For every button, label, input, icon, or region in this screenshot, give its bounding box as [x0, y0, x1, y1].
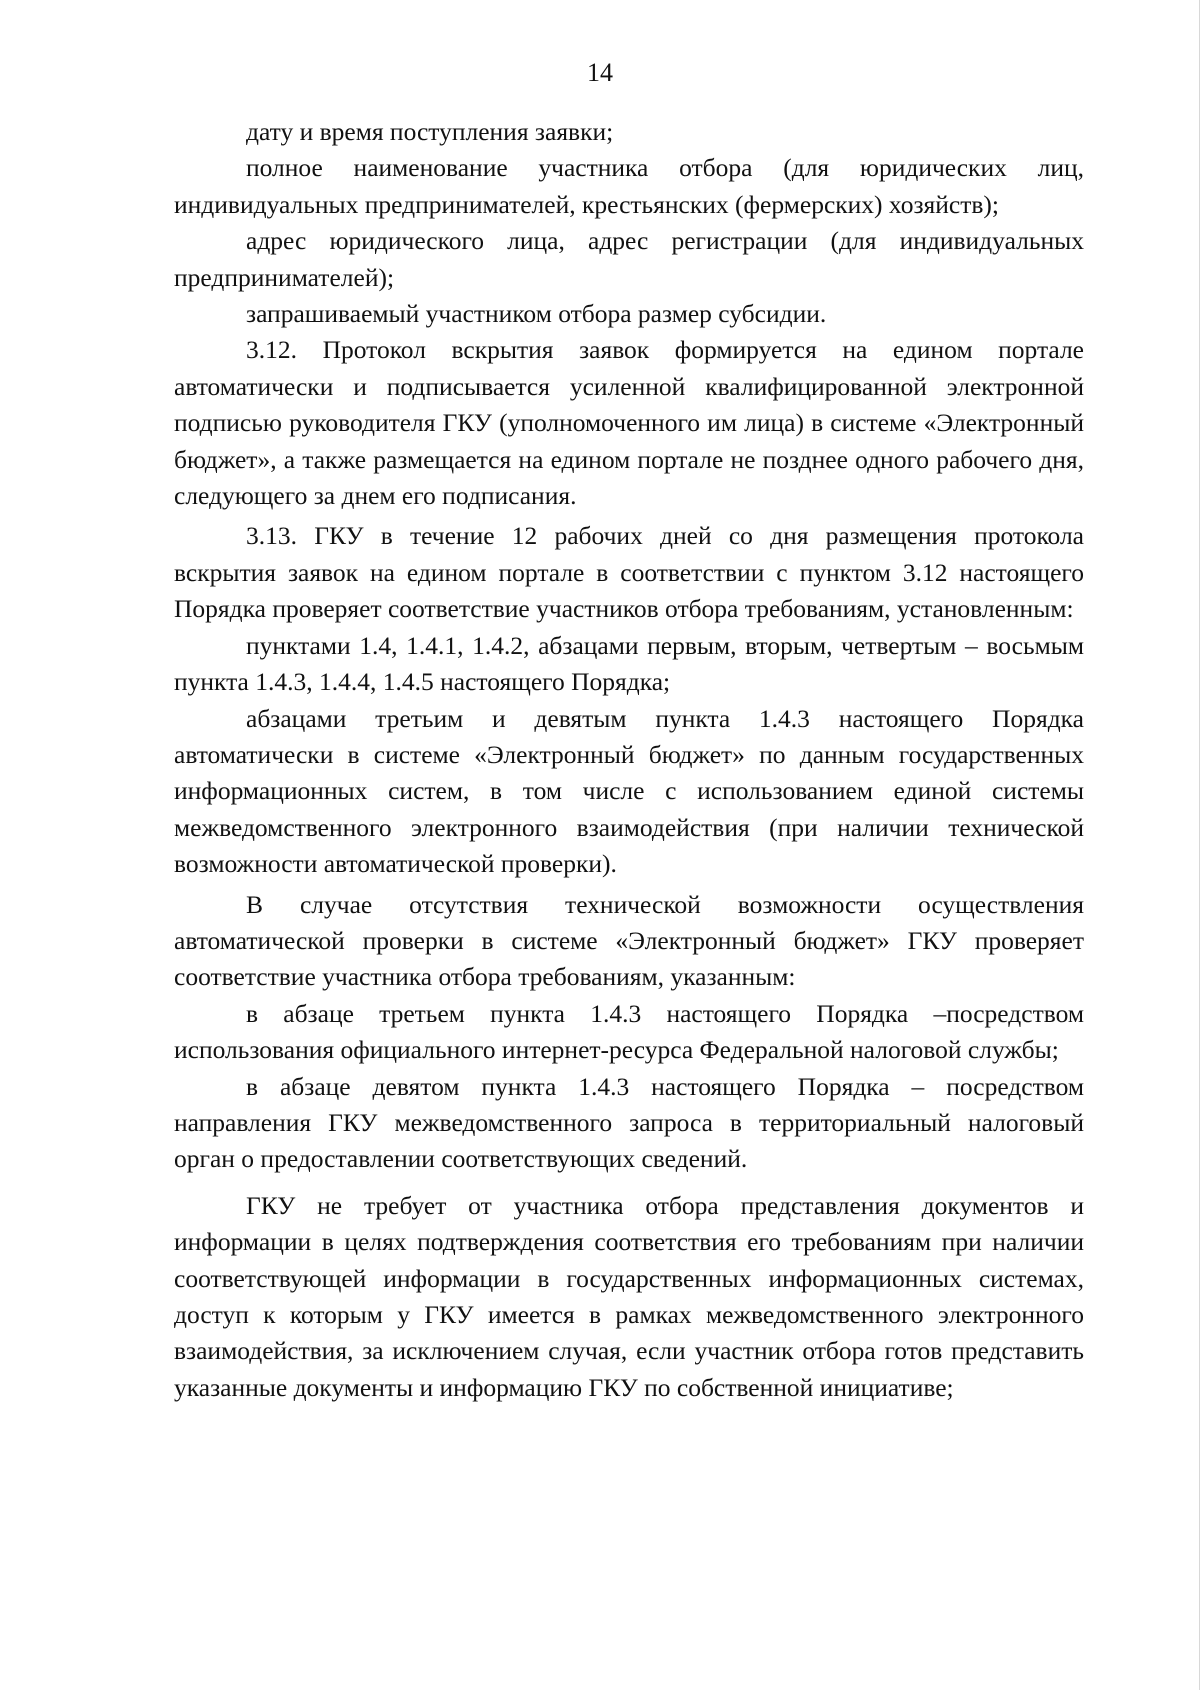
paragraph-section-3-13: 3.13. ГКУ в течение 12 рабочих дней со дня размещения протокола вскрытия заявок на едином портале в соответствии с пунктом 3.12 настоящего Порядка проверяет соответствие участников отбора требованиям, установленным: [174, 521, 1084, 624]
paragraph: запрашиваемый участником отбора размер субсидии. [246, 299, 827, 329]
paragraph: дату и время поступления заявки; [246, 117, 614, 146]
paragraph: адрес юридического лица, адрес регистрации (для индивидуальных предпринимателей); [174, 226, 1084, 292]
paragraph: В случае отсутствия технической возможности осуществления автоматической проверки в системе «Электронный бюджет» ГКУ проверяет соответствие участника отбора требованиям, указанным: [174, 889, 1084, 992]
paragraph: в абзаце девятом пункта 1.4.3 настоящего Порядка – посредством направления ГКУ межведомственного запроса в территориальный налоговый орган о предоставлении соответствующих сведений. [174, 1071, 1084, 1174]
paragraph: абзацами третьим и девятым пункта 1.4.3 настоящего Порядка автоматически в системе «Электронный бюджет» по данным государственных информационных систем, в том числе с использованием единой системы межведомственного электронного взаимодействия (при наличии технической возможности автоматической проверки). [174, 703, 1084, 879]
paragraph: полное наименование участника отбора (для юридических лиц, индивидуальных предпринимателей, крестьянских (фермерских) хозяйств); [174, 153, 1084, 219]
paragraph-section-3-12: 3.12. Протокол вскрытия заявок формируется на едином портале автоматически и подписывается усиленной квалифицированной электронной подписью руководителя ГКУ (уполномоченного им лица) в системе «Электронный бюджет», а также размещается на едином портале не позднее одного рабочего дня, следующего за днем его подписания. [174, 335, 1084, 511]
paragraph: ГКУ не требует от участника отбора представления документов и информации в целях подтверждения соответствия его требованиям при наличии соответствующей информации в государственных информационных системах, доступ к которым у ГКУ имеется в рамках межведомственного электронного взаимодействия, за исключением случая, если участник отбора готов представить указанные документы и информацию ГКУ по собственной инициативе; [174, 1190, 1084, 1402]
paragraph: в абзаце третьем пункта 1.4.3 настоящего Порядка –посредством использования официального интернет-ресурса Федеральной налоговой службы; [174, 998, 1084, 1065]
paragraph: пунктами 1.4, 1.4.1, 1.4.2, абзацами первым, вторым, четвертым – восьмым пункта 1.4.3, 1.4.4, 1.4.5 настоящего Порядка; [174, 630, 1084, 697]
page-number: 14 [587, 58, 613, 87]
document-body [174, 114, 1084, 1406]
